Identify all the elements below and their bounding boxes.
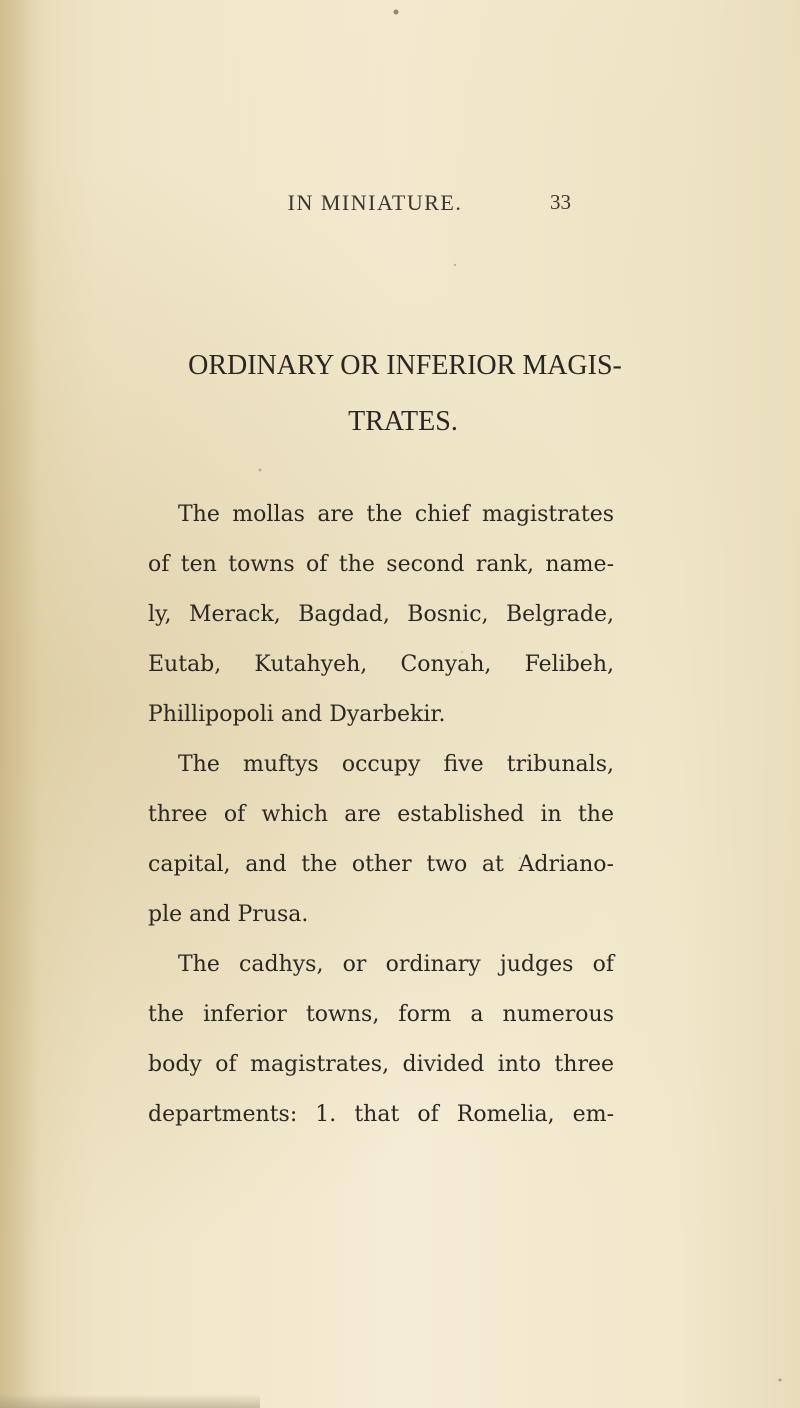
text-line: The cadhys, or ordinary judges of	[178, 952, 614, 977]
running-head	[0, 190, 800, 230]
chapter-heading	[0, 338, 800, 450]
chapter-heading-line-2: TRATES.	[348, 406, 458, 437]
text-line: body of magistrates, divided into three	[148, 1052, 614, 1077]
text-line: departments: 1. that of Romelia, em-	[148, 1102, 614, 1127]
page-number: 33	[550, 190, 571, 214]
text-line: capital, and the other two at Adriano-	[148, 852, 614, 877]
body-text	[148, 490, 614, 1140]
text-line: Phillipopoli and Dyarbekir.	[148, 702, 446, 727]
text-line: ly, Merack, Bagdad, Bosnic, Belgrade,	[148, 602, 614, 627]
text-line: Eutab, Kutahyeh, Conyah, Felibeh,	[148, 652, 614, 677]
chapter-heading-line-1: ORDINARY OR INFERIOR MAGIS-	[188, 350, 622, 381]
page-edge-shadow	[0, 1394, 260, 1408]
text-line: ple and Prusa.	[148, 902, 309, 927]
text-line: the inferior towns, form a numerous	[148, 1002, 614, 1027]
text-line: The mollas are the chief magistrates	[178, 502, 614, 527]
running-title: IN MINIATURE.	[287, 190, 463, 215]
text-line: of ten towns of the second rank, name-	[148, 552, 614, 577]
text-line: The muftys occupy five tribunals,	[178, 752, 614, 777]
text-line: three of which are established in the	[148, 802, 614, 827]
